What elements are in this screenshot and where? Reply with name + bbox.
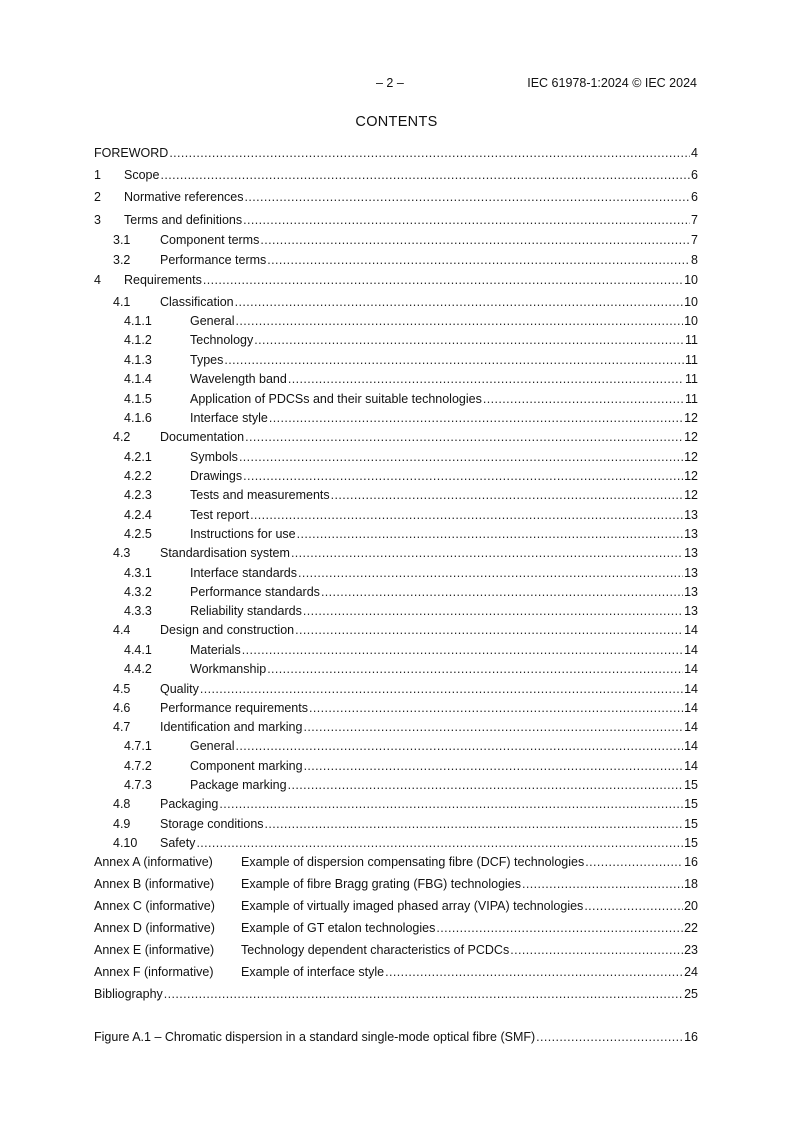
dot-leader — [254, 333, 684, 347]
dot-leader — [219, 797, 683, 811]
toc-page: 13 — [684, 566, 698, 580]
toc-page: 14 — [684, 759, 698, 773]
toc-page: 10 — [684, 314, 698, 328]
toc-page: 13 — [684, 604, 698, 618]
toc-entry[interactable] — [94, 855, 698, 871]
toc-entry[interactable] — [124, 778, 698, 794]
toc-entry[interactable] — [94, 168, 698, 184]
dot-leader — [288, 778, 684, 792]
toc-entry[interactable] — [113, 682, 698, 698]
dot-leader — [522, 877, 683, 891]
toc-page: 7 — [691, 213, 698, 227]
toc-page: 13 — [684, 508, 698, 522]
toc-number: 4.4.1 — [124, 643, 152, 657]
toc-entry[interactable] — [124, 450, 698, 466]
toc-number: 4.1.2 — [124, 333, 152, 347]
toc-number: 4.2.5 — [124, 527, 152, 541]
toc-entry[interactable] — [124, 469, 698, 485]
toc-number: Annex F (informative) — [94, 965, 214, 979]
toc-label: Performance requirements — [160, 701, 308, 715]
toc-label: Safety — [160, 836, 196, 850]
toc-label: Technology dependent characteristics of PCDCs — [241, 943, 510, 957]
toc-label: Storage conditions — [160, 817, 264, 831]
toc-label: Instructions for use — [190, 527, 296, 541]
toc-label: Component terms — [160, 233, 260, 247]
toc-number: 4 — [94, 273, 101, 287]
toc-entry[interactable] — [124, 353, 698, 369]
toc-page: 6 — [691, 190, 698, 204]
toc-entry[interactable] — [113, 430, 698, 446]
toc-number: 4.10 — [113, 836, 138, 850]
toc-page: 13 — [684, 546, 698, 560]
toc-page: 12 — [684, 411, 698, 425]
toc-page: 23 — [684, 943, 698, 957]
toc-page: 11 — [685, 372, 698, 386]
toc-entry[interactable] — [94, 273, 698, 289]
toc-page: 14 — [684, 623, 698, 637]
toc-label: Package marking — [190, 778, 287, 792]
dot-leader — [510, 943, 683, 957]
toc-number: 4.3.2 — [124, 585, 152, 599]
dot-leader — [436, 921, 683, 935]
standard-reference: IEC 61978-1:2024 © IEC 2024 — [527, 76, 697, 90]
toc-number: 4.1.4 — [124, 372, 152, 386]
toc-entry[interactable] — [94, 943, 698, 959]
toc-page: 12 — [684, 450, 698, 464]
dot-leader — [235, 739, 683, 753]
toc-label: Test report — [190, 508, 250, 522]
dot-leader — [164, 987, 683, 1001]
toc-number: 4.4 — [113, 623, 131, 637]
toc-page: 14 — [684, 739, 698, 753]
dot-leader — [265, 817, 684, 831]
toc-page: 14 — [684, 701, 698, 715]
toc-label: Workmanship — [190, 662, 267, 676]
dot-leader — [203, 273, 683, 287]
dot-leader — [331, 488, 683, 502]
toc-page: 15 — [684, 797, 698, 811]
toc-number: 4.2.3 — [124, 488, 152, 502]
dot-leader — [321, 585, 683, 599]
toc-entry[interactable] — [94, 921, 698, 937]
toc-entry[interactable] — [94, 965, 698, 981]
toc-label: General — [190, 739, 235, 753]
dot-leader — [250, 508, 683, 522]
dot-leader — [196, 836, 683, 850]
toc-page: 8 — [691, 253, 698, 267]
toc-number: 4.1.1 — [124, 314, 152, 328]
toc-label: Interface standards — [190, 566, 298, 580]
dot-leader — [260, 233, 690, 247]
toc-page: 16 — [684, 855, 698, 869]
toc-entry[interactable] — [94, 1030, 698, 1046]
toc-number: Annex A (informative) — [94, 855, 213, 869]
toc-label: Scope — [124, 168, 160, 182]
dot-leader — [200, 682, 683, 696]
toc-number: 4.1.3 — [124, 353, 152, 367]
dot-leader — [243, 213, 690, 227]
toc-entry[interactable] — [124, 372, 698, 388]
dot-leader — [224, 353, 684, 367]
toc-number: 4.7.2 — [124, 759, 152, 773]
toc-page: 6 — [691, 168, 698, 182]
toc-entry[interactable] — [94, 190, 698, 206]
toc-entry[interactable] — [113, 233, 698, 249]
dot-leader — [267, 253, 690, 267]
toc-number: 4.1.5 — [124, 392, 152, 406]
toc-entry[interactable] — [124, 739, 698, 755]
toc-entry[interactable] — [113, 253, 698, 269]
toc-entry[interactable] — [113, 836, 698, 852]
dot-leader — [243, 469, 683, 483]
toc-number: 4.3.1 — [124, 566, 152, 580]
toc-entry[interactable] — [124, 333, 698, 349]
toc-label: Bibliography — [94, 987, 163, 1001]
dot-leader — [309, 701, 683, 715]
dot-leader — [303, 604, 683, 618]
toc-entry[interactable] — [124, 411, 698, 427]
toc-number: 4.7.3 — [124, 778, 152, 792]
toc-label: Example of dispersion compensating fibre (DCF) technologies — [241, 855, 585, 869]
toc-label: Application of PDCSs and their suitable technologies — [190, 392, 482, 406]
toc-page: 11 — [685, 353, 698, 367]
dot-leader — [239, 450, 683, 464]
dot-leader — [245, 190, 691, 204]
toc-label: Reliability standards — [190, 604, 302, 618]
dot-leader — [160, 168, 690, 182]
toc-page: 13 — [684, 527, 698, 541]
toc-entry[interactable] — [124, 508, 698, 524]
toc-label: Tests and measurements — [190, 488, 330, 502]
toc-entry[interactable] — [94, 877, 698, 893]
toc-number: 4.6 — [113, 701, 131, 715]
toc-entry[interactable] — [94, 213, 698, 229]
toc-label: Materials — [190, 643, 241, 657]
toc-label: Symbols — [190, 450, 238, 464]
toc-page: 14 — [684, 643, 698, 657]
toc-number: 1 — [94, 168, 101, 182]
toc-entry[interactable] — [113, 295, 698, 311]
toc-page: 15 — [684, 817, 698, 831]
toc-number: 4.7.1 — [124, 739, 152, 753]
toc-page: 15 — [684, 836, 698, 850]
toc-label: Requirements — [124, 273, 202, 287]
toc-label: Identification and marking — [160, 720, 303, 734]
toc-number: 4.2.1 — [124, 450, 152, 464]
dot-leader — [242, 643, 683, 657]
toc-label: Example of interface style — [241, 965, 385, 979]
toc-page: 25 — [684, 987, 698, 1001]
toc-entry[interactable] — [124, 643, 698, 659]
toc-page: 12 — [684, 430, 698, 444]
dot-leader — [298, 566, 683, 580]
dot-leader — [169, 146, 690, 160]
dot-leader — [235, 314, 683, 328]
toc-label: Technology — [190, 333, 254, 347]
toc-label: Standardisation system — [160, 546, 290, 560]
dot-leader — [385, 965, 683, 979]
toc-page: 11 — [685, 333, 698, 347]
toc-entry[interactable] — [124, 662, 698, 678]
toc-label: Example of fibre Bragg grating (FBG) technologies — [241, 877, 521, 891]
toc-page: 16 — [684, 1030, 698, 1044]
toc-number: 4.9 — [113, 817, 131, 831]
toc-entry[interactable] — [124, 604, 698, 620]
toc-entry[interactable] — [94, 146, 698, 162]
toc-label: Classification — [160, 295, 234, 309]
dot-leader — [483, 392, 684, 406]
toc-number: Annex D (informative) — [94, 921, 215, 935]
toc-entry[interactable] — [124, 488, 698, 504]
toc-label: Example of virtually imaged phased array (VIPA) technologies — [241, 899, 584, 913]
toc-number: 4.3 — [113, 546, 131, 560]
toc-label: FOREWORD — [94, 146, 169, 160]
toc-entry[interactable] — [124, 527, 698, 543]
toc-label: Design and construction — [160, 623, 295, 637]
toc-number: 4.5 — [113, 682, 131, 696]
toc-page: 12 — [684, 469, 698, 483]
toc-number: 4.7 — [113, 720, 131, 734]
toc-entry[interactable] — [124, 392, 698, 408]
toc-page: 10 — [684, 295, 698, 309]
toc-label: Quality — [160, 682, 199, 696]
toc-page: 13 — [684, 585, 698, 599]
toc-number: 4.1 — [113, 295, 131, 309]
toc-number: Annex C (informative) — [94, 899, 215, 913]
toc-number: 4.4.2 — [124, 662, 152, 676]
dot-leader — [585, 855, 683, 869]
toc-page: 11 — [685, 392, 698, 406]
toc-entry[interactable] — [94, 987, 698, 1003]
toc-label: Component marking — [190, 759, 303, 773]
toc-page: 22 — [684, 921, 698, 935]
toc-number: 4.8 — [113, 797, 131, 811]
dot-leader — [304, 759, 684, 773]
toc-label: Example of GT etalon technologies — [241, 921, 436, 935]
toc-entry[interactable] — [113, 817, 698, 833]
toc-label: General — [190, 314, 235, 328]
toc-page: 14 — [684, 682, 698, 696]
toc-entry[interactable] — [113, 623, 698, 639]
toc-number: 2 — [94, 190, 101, 204]
toc-number: 4.1.6 — [124, 411, 152, 425]
dot-leader — [297, 527, 683, 541]
page-title: CONTENTS — [355, 114, 438, 130]
toc-entry[interactable] — [113, 797, 698, 813]
toc-number: Annex B (informative) — [94, 877, 215, 891]
toc-page: 20 — [684, 899, 698, 913]
page-number: – 2 – — [376, 76, 404, 90]
dot-leader — [536, 1030, 683, 1044]
toc-number: 4.2.2 — [124, 469, 152, 483]
dot-leader — [235, 295, 683, 309]
dot-leader — [288, 372, 684, 386]
toc-page: 12 — [684, 488, 698, 502]
toc-entry[interactable] — [124, 314, 698, 330]
toc-entry[interactable] — [124, 585, 698, 601]
toc-entry[interactable] — [94, 899, 698, 915]
toc-number: 3 — [94, 213, 101, 227]
toc-label: Terms and definitions — [124, 213, 243, 227]
toc-number: Annex E (informative) — [94, 943, 215, 957]
toc-page: 24 — [684, 965, 698, 979]
toc-label: Normative references — [124, 190, 244, 204]
toc-page: 14 — [684, 662, 698, 676]
toc-label: Figure A.1 – Chromatic dispersion in a standard single-mode optical fibre (SMF) — [94, 1030, 536, 1044]
toc-number: 3.1 — [113, 233, 131, 247]
toc-page: 10 — [684, 273, 698, 287]
toc-entry[interactable] — [124, 566, 698, 582]
dot-leader — [245, 430, 683, 444]
toc-page: 7 — [691, 233, 698, 247]
toc-label: Performance standards — [190, 585, 320, 599]
toc-number: 4.2.4 — [124, 508, 152, 522]
toc-entry[interactable] — [113, 720, 698, 736]
toc-entry[interactable] — [113, 546, 698, 562]
toc-label: Performance terms — [160, 253, 267, 267]
dot-leader — [291, 546, 683, 560]
toc-entry[interactable] — [124, 759, 698, 775]
toc-label: Drawings — [190, 469, 243, 483]
toc-number: 3.2 — [113, 253, 131, 267]
page-header — [0, 76, 793, 92]
dot-leader — [295, 623, 683, 637]
toc-number: 4.2 — [113, 430, 131, 444]
toc-entry[interactable] — [113, 701, 698, 717]
toc-number: 4.3.3 — [124, 604, 152, 618]
dot-leader — [269, 411, 683, 425]
toc-label: Packaging — [160, 797, 219, 811]
toc-page: 4 — [691, 146, 698, 160]
toc-label: Documentation — [160, 430, 245, 444]
dot-leader — [584, 899, 683, 913]
toc-label: Interface style — [190, 411, 268, 425]
toc-page: 14 — [684, 720, 698, 734]
toc-label: Wavelength band — [190, 372, 287, 386]
toc-page: 18 — [684, 877, 698, 891]
dot-leader — [267, 662, 683, 676]
toc-page: 15 — [684, 778, 698, 792]
toc-label: Types — [190, 353, 224, 367]
dot-leader — [303, 720, 683, 734]
